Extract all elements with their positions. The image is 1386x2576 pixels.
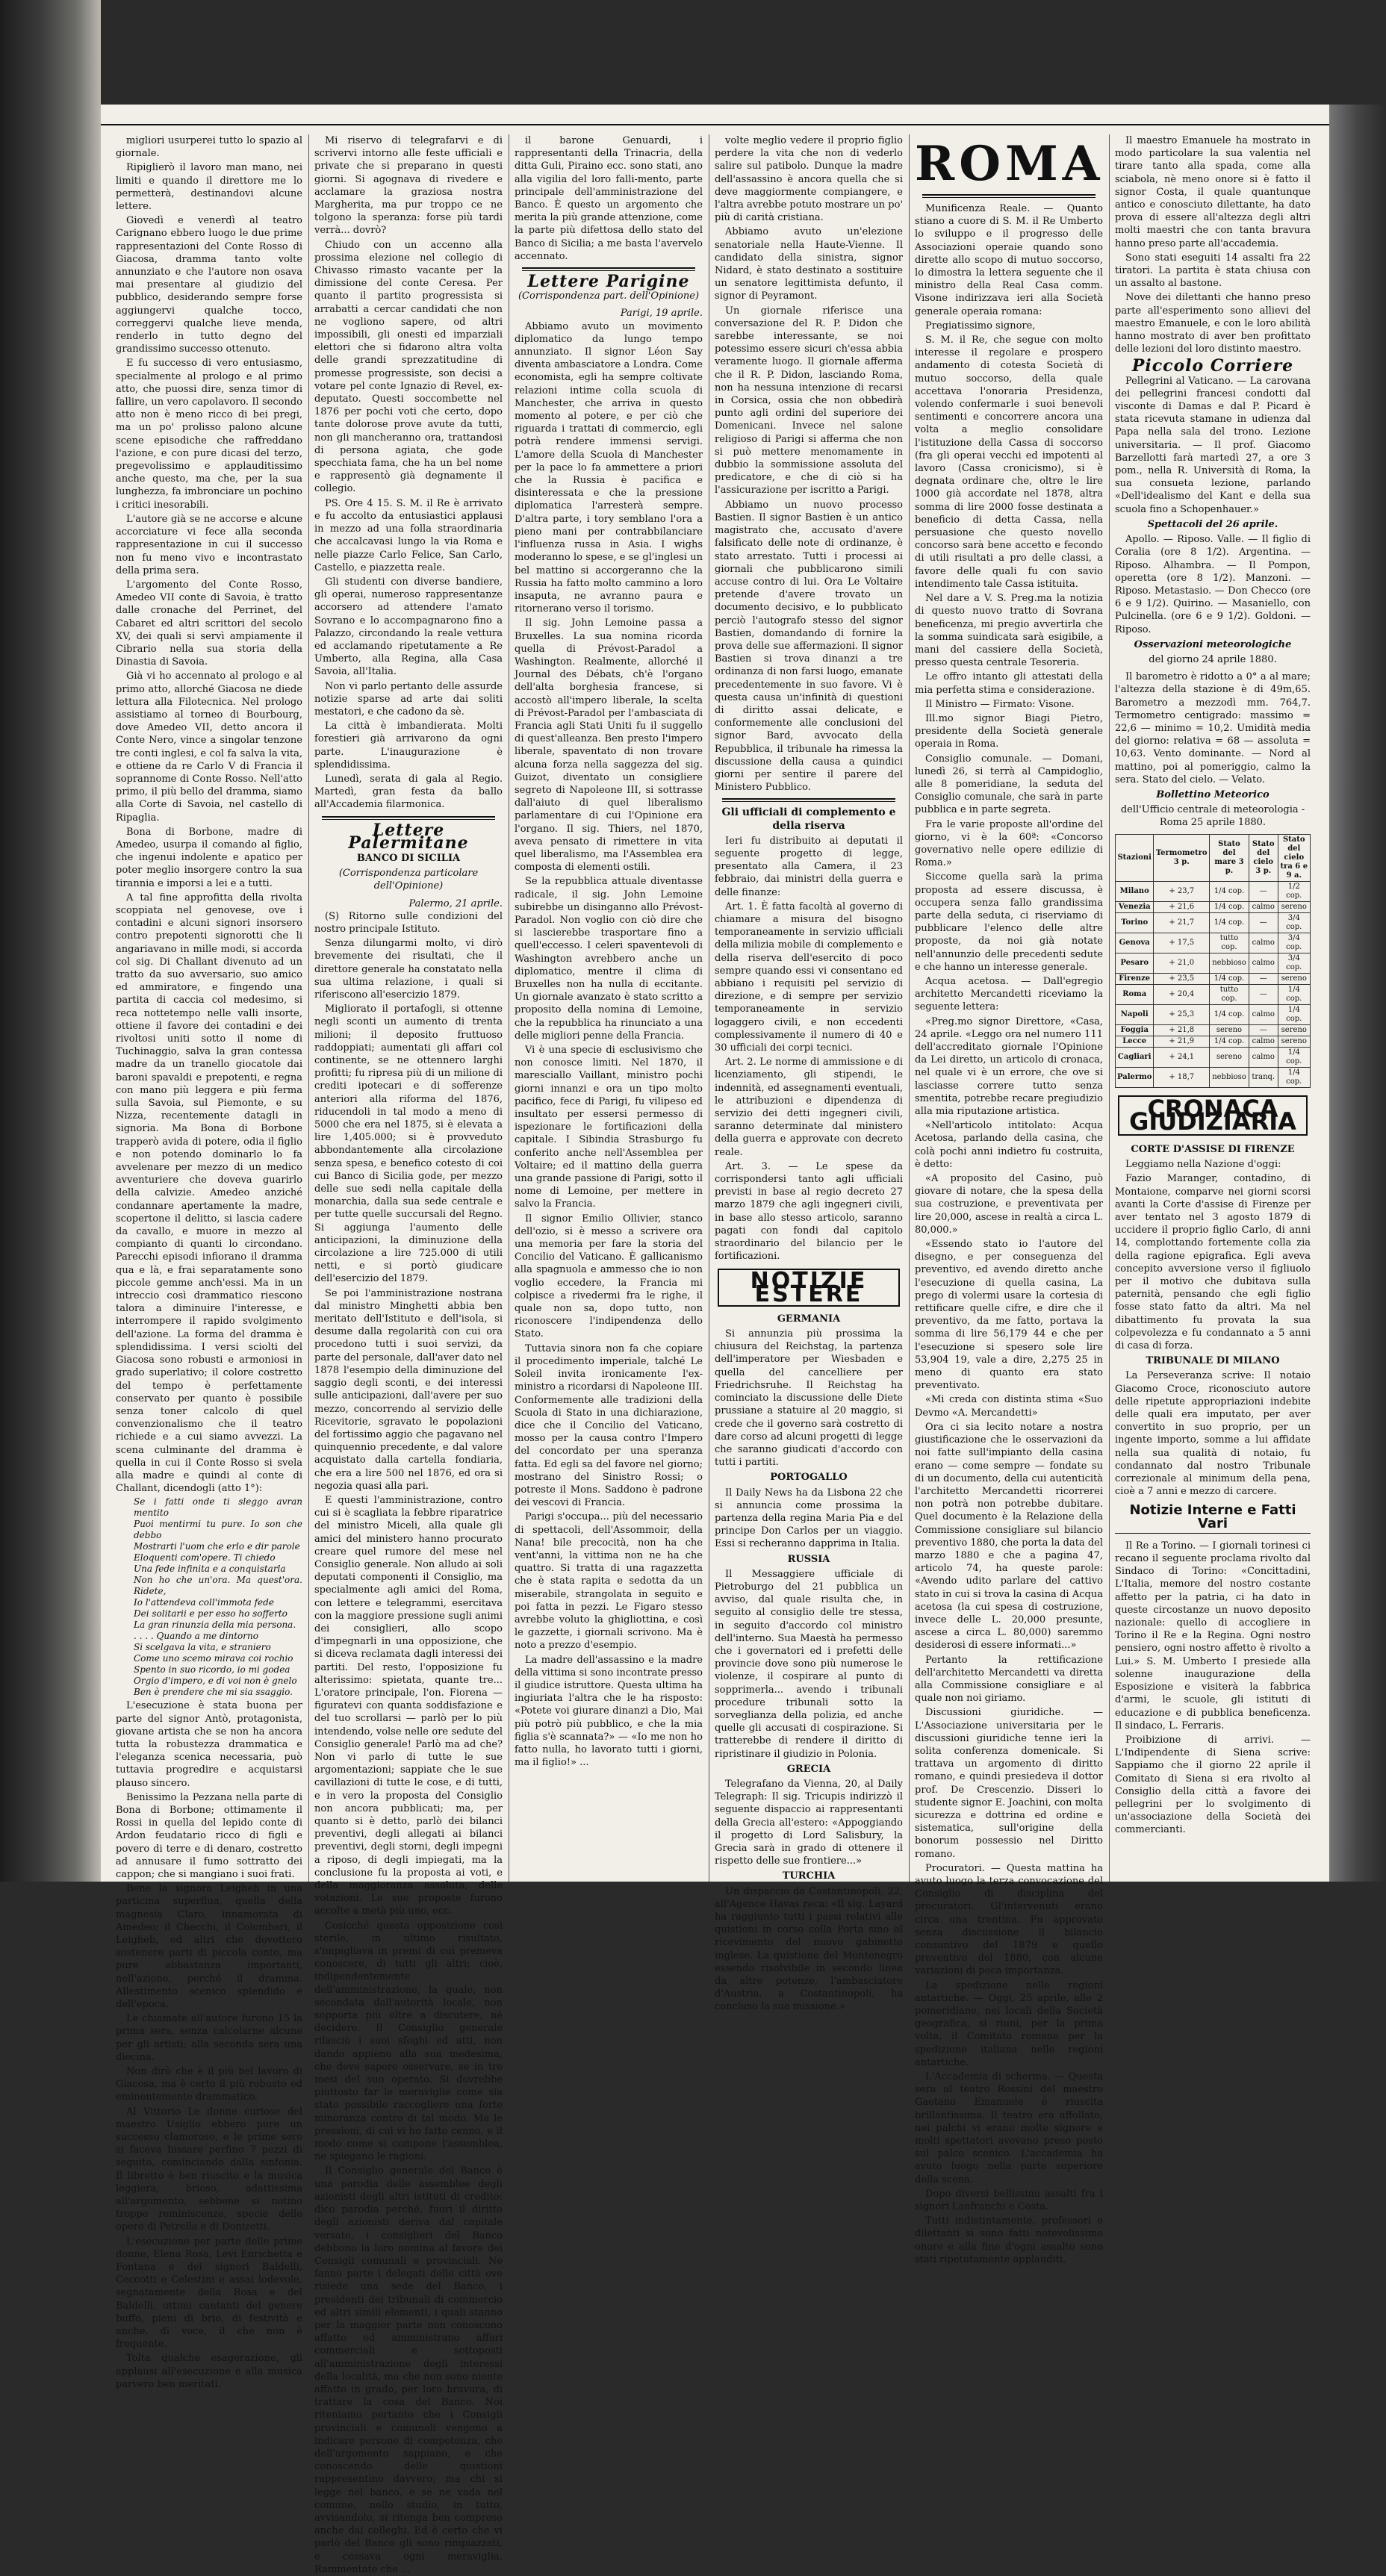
meteo-cell: tranq. — [1249, 1067, 1278, 1087]
meteo-cell: 1/4 cop. — [1278, 984, 1310, 1004]
article-paragraph: Il sig. John Lemoine passa a Bruxelles. La sua nomina ricorda quella di Prévost-Paradol a Washington. Realmente, allorché il Journal des Débats, ch'è l'organo dell'alta borghesia francese, si accostò all'impero liberale, la scelta di Prévost-Paradol per l'ambasciata di Francia agli Stati Uniti fu il suggello di quest'alleanza. Ben presto l'impero liberale, spaventato di non trovare alcuna forza nella saggezza del sig. Guizot, diventato un consigliere segreto di Napoleone III, si sottrasse dall'aiuto di quel liberalismo parlamentare di cui l'Opinione era l'organo. Il sig. Thiers, nel 1870, aveva pensato di rimettere in vita quel liberalismo, ma l'Assemblea era composta di elementi ostili. — [515, 617, 703, 874]
meteo-cell: 1/4 cop. — [1210, 881, 1249, 901]
column-separator — [308, 134, 309, 1882]
article-paragraph: La città è imbandierata. Molti forestieri già arrivarono da ogni parte. L'inaugurazione è splendidissima. — [314, 721, 503, 771]
article-paragraph: Bona di Borbone, madre di Amedeo, usurpa il comando al figlio, che ingenui indolente e apatico per poter meglio insorgere contro la sua tirannia e imporsi a lei e a tutti. — [116, 826, 302, 889]
article-paragraph: La madre dell'assassino e la madre della vittima si sono incontrate presso il giudice istruttore. Questa ultima ha ingiuriata l'altra che le ha risposto: «Potete voi giurare dinanzi a Dio, Mai più potrò più pubblico, e che la mia figlia s'è scannata?» — «Io me non ho fatto nulla, ho lavorato tutti i giorni, ma il figlio!» ... — [515, 1654, 703, 1769]
germania-heading: GERMANIA — [777, 1313, 841, 1325]
article-paragraph: Le offro intanto gli attestati della mia perfetta stima e considerazione. — [915, 671, 1103, 696]
lettere-parigine-heading: Lettere Parigine — [527, 272, 690, 292]
dateline-parigi: Parigi, 19 aprile. — [620, 308, 703, 320]
corrispondenza-note: (Corrispondenza particolare dell'Opinione) — [338, 868, 479, 892]
article-paragraph: Cosicché questa opposizione così sterile, in ultimo risultato, s'impigliava in premi di cui premeva conoscere, di tutti gli altri; cioè, indipendentemente dell'amministrazione, la quale, non secondata dall'autorità locale, non sopporta più oltre a discutere, né decidere. Il Consiglio generale rilasciò i suoi sfoghi ed atti, non dando appieno alla sua medesima, che deve sapere osservare, se in tre mesi del suo operato. Si dovrebbe piuttosto far le meraviglie come sia stato possibile raccogliere una forte minoranza contro di tal modo. Ma le pressioni, di cui vi ho fatto cenno, e il modo come si compone l'assemblea, ne spiegano le ragioni. — [314, 1920, 503, 2163]
meteo-cell: tutto cop. — [1210, 984, 1249, 1004]
article-paragraph: Abbiamo avuto un movimento diplomatico da lungo tempo annunziato. Il signor Léon Say diventa ambasciatore a Londra. Come economista, egli ha sempre coltivate relazioni intime colla scuola di Manchester, che arriva in questo momento al potere, e per ciò che riguarda i trattati di commercio, egli potrà rendere immensi servigi. L'amore della Scuola di Manchester per la pace lo fa ammettere a priori che la Russia è pacifica e disinteressata e che la pressione diplomatica l'arresterà sempre. D'altra parte, i tory semblano l'ora a pieno mani per contrabbilanciare l'influenza russa in Asia. I wighs moderanno lo spese, e se gl'inglesi un bel mattino si accorgeranno che la Russia ha fatto molto cammino a loro insaputa, ne avranno paura e ritornerano verso il torismo. — [515, 320, 703, 615]
meteo-cell: + 18,7 — [1154, 1067, 1210, 1087]
article-paragraph: Ora ci sia lecito notare a nostra giustificazione che le osservazioni da noi fatte sull'impianto della casina erano — come sempre — fondate su di un documento, della cui autenticità l'architetto Mercandetti ricorrerei non potrà non potrebbe dubitare. Quel documento è la Relazione della Commissione consigliare sul bilancio preventivo 1880, che porta la data del marzo 1880 e che a pagina 47, articolo 74, ha queste parole: «Avendo udito parlare del cattivo stato in cui si trova la casina di Acqua acetosa (la cui spesa di costruzione, invece delle L. 20,000 presunte, ascese a circa L. 80,000) saremmo desiderosi di essere informati...» — [915, 1421, 1104, 1652]
article-paragraph: volte meglio vedere il proprio figlio perdere la vita che non di vederlo salire sul patibolo. Dunque la madre dell'assassino è ancora quella che si deve maggiormente compiangere, e l'altra avrebbe potuto mostrare un po' più di carità cristiana. — [715, 135, 904, 224]
lettere-palermitane-heading: Lettere Palermitane — [348, 820, 469, 853]
meteo-row — [1116, 953, 1311, 973]
meteo-cell: 1/4 cop. — [1210, 912, 1249, 933]
article-paragraph: Procuratori. — Questa mattina ha avuto luogo la terza convocazione del Consiglio di disciplina del procuratori. Gl'intervenuti erano circa una trentina. Fu approvato senza discussione il bilancio consuntivo del 1879 e quello preventivo del 1880, con alcune variazioni di poca importanza. — [915, 1862, 1103, 1977]
col1-text — [116, 134, 302, 1495]
corrispondenza-note: (Corrispondenza part. dell'Opinione) — [518, 290, 700, 302]
meteo-header-cell: Stato del cielo 3 p. — [1249, 834, 1278, 881]
meteo-cell: + 24,1 — [1154, 1047, 1210, 1067]
article-paragraph: Abbiamo avuto un'elezione senatoriale nella Haute-Vienne. Il candidato della sinistra, signor Nidard, è stato destinato a sostituire un senatore legittimista defunto, il signor di Peyramont. — [715, 226, 903, 302]
meteo-cell: — — [1249, 912, 1278, 933]
meteo-header-cell: Stato del mare 3 p. — [1210, 834, 1249, 881]
article-paragraph: Discussioni giuridiche. — L'Associazione universitaria per le discussioni giuridiche tenne ieri la solita conferenza domenicale. Si trattava un argomento di diritto romano, e quindi presiedeva il dottor prof. De Crescenzio. Disseri lo studente signor E. Joachini, con molta sicurezza e dottrina ed ordine e sistematica, sull'origine della bonorum possessio nel Diritto romano. — [915, 1707, 1103, 1860]
meteo-cell: nebbioso — [1210, 1067, 1249, 1087]
meteo-cell: 1/4 cop. — [1278, 1004, 1310, 1024]
osservazioni-date: del giorno 24 aprile 1880. — [1149, 653, 1277, 665]
section-divider — [522, 267, 695, 271]
col2-text — [314, 134, 503, 812]
meteo-cell: — — [1249, 984, 1278, 1004]
col3-text — [515, 134, 703, 263]
meteo-cell: + 23,5 — [1154, 973, 1210, 984]
meteo-cell: Napoli — [1116, 1004, 1154, 1024]
article-paragraph: E questi l'amministrazione, contro cui si è scagliata la febbre riparatrice del ministro Miceli, alla quale gli amici del ministero hanno procurato creare quel rumore del mese nel Consiglio generale. Non alludo ai soli deputati componenti il Consiglio, ma specialmente agli amici del Roma, con lettere e telegrammi, esercitava con la maggiore pressione sugli animi dei consiglieri, allo scopo d'impegnarli in una opposizione, che si diceva reclamata dagli interessi dei partiti. Del resto, l'opposizione fu alterissimo: spietata, quante tre... L'oratore principale, l'on. Fiorena — figuratevi con quanta soddisfazione e del tuo scrollarsi — parlò per lo più intendendo, volse nelle ore sedute del Consiglio generale! Parlò ma ad che? Non vi parlo di tutte le sue argomentazioni; sappiate che le sue cavillazioni di tutte le cose, e di tutti, e in vero la proposta del Consiglio non ancora pubblicati; ma, per quanto si è detto, parlò dei bilanci preventivi, degli allegati ai bilanci preventivi, degli storni, degli impegni a riposo, di degli impiegati, ma la conclusione fu la proposta ai voti, e della maggioranza assoluta, delle votazioni. Le sue proposte furono accolte a metà più uno, ecc. — [314, 1494, 503, 1917]
article-paragraph: Vi è una specie di esclusivismo che non conosce limiti. Nel 1870, il maresciallo Vaillant, ministro pochi giorni innanzi e ora un tipo molto pacifico, fece di Parigi, fu vilipeso ed insultato per essersi permesso di ispezionare le fortificazioni della capitale. I Sibindia Strasburgo fu conferito anche nell'Assemblea per Voltaire; ed il mattino della guerra una grande passione di Parigi, sotto il nome di Lemoine, per mettere in salvo la Francia. — [515, 1045, 703, 1210]
meteo-cell: + 21,9 — [1154, 1036, 1210, 1047]
article-paragraph: Munificenza Reale. — Quanto stiano a cuore di S. M. il Re Umberto lo sviluppo e il progresso delle Associazioni operaie quando sono dirette allo scopo di mutuo soccorso, lo dimostra la lettera seguente che il ministro della Real Casa comm. Visone indirizzava ieri alla Società generale operaia romana: — [915, 203, 1103, 317]
meteo-cell: Cagliari — [1116, 1047, 1154, 1067]
meteo-cell: — — [1249, 973, 1278, 984]
proibizione-text: Proibizione di arrivi. — L'Indipendente di Siena scrive: Sappiamo che il giorno 22 aprile il Comitato di Siena si era rivolto al Consiglio della città a favore dei pellegrini per lo svolgimento di un'associazione della Società dei commercianti. — [1115, 1734, 1311, 1836]
tribunale-milano-heading: TRIBUNALE DI MILANO — [1146, 1355, 1280, 1367]
article-paragraph: Giovedì e venerdì al teatro Carignano ebbero luogo le due prime rappresentazioni del Conte Rosso di Giacosa, dramma tanto volte annunziato e che l'autore non osava mai presentare al giudizio del pubblico, desiderando sempre forse aggiungervi qualche tocco, correggervi qualche lieve menda, renderlo in tutto degno del grandissimo successo ottenuto. — [116, 215, 302, 355]
meteo-cell: 1/4 cop. — [1210, 973, 1249, 984]
meteo-cell: + 21,6 — [1154, 901, 1210, 912]
column-separator — [909, 134, 910, 1882]
article-paragraph: La spedizione nelle regioni antartiche. — Oggi, 25 aprile, alle 2 pomeridiane, nei locali della Società geografica, si riuni, per la prima volta, il Comitato romano per la spedizione italiana nelle regioni antartiche. — [915, 1979, 1103, 2068]
column-separator — [1109, 134, 1110, 1882]
article-paragraph: Art. 1. È fatta facoltà al governo di chiamare a misura del bisogno temporaneamente in servizio ufficiali della milizia mobile di complemento e della riserva dell'esercito di poco sempre quando essi vi consentano ed abbiano i requisiti pel servizio di direzione, e di sempre per servizio temporaneamente in servizio logaggero civili, e non eccedenti complessivamente il numero di 40 e 30 ufficiali dei corpi tecnici. — [715, 900, 903, 1054]
meteo-cell: sereno — [1278, 1036, 1310, 1047]
article-paragraph: Ripiglierò il lavoro man mano, nei limiti e quando il direttore me lo permetterà, destinandovi alcune lettere. — [116, 162, 302, 213]
article-paragraph: Art. 2. Le norme di ammissione e di licenziamento, gli stipendi, le indennità, ed assegnamenti eventuali, le attribuzioni e dipendenza di servizio dei detti ingegneri civili, saranno determinate dal ministero della guerra e approvate con decreto reale. — [715, 1057, 903, 1158]
article-paragraph: A tal fine approfitta della rivolta scoppiata nel genovese, ove i contadini e alcuni signori insorsero contro prepotenti signorotti che li angariavano in mille modi, si accorda col sig. Di Challant divenuto ad un tratto da suo avversario, suo amico ed ammiratore, e fingendo una partita di caccia col medesimo, si reca nottetempo nelle valli insorte, ottiene il favore dei contadini e dei rivoltosi uniti sotto il nome di Tuchinaggio, salva la gran contessa madre da un tranello giocatole dai baroni spavaldi e prepotenti, e regna con mano più leggera e più ferma sulla Savoia, sul Piemonte, e su Nizza, recentemente datagli in signoria. Ma Bona di Borbone trapperò avida di potere, odia il figlio e non potendo dominarlo lo fa avvelenare per mezzo di un medico avventuriere che doveva guarirlo della calvizie. Amedeo anziché condannare apertamente la madre, scopertone il delitto, si lascia cadere da cavallo, e muore in mezzo al compianto di quanti lo circondano. Parecchi episodi infiorano il dramma qua e là, e frai separatamente sono piccole gemme anch'essi. Ma in un intreccio così drammatico riescono talora a diminuire l'interesse, e interrompere il rapido svolgimento dell'azione. La forma del dramma è splendidissima. I versi sciolti del Giacosa sono robusti e armoniosi in grado superlativo; il colore costretto del tempo è perfettamente conservato per quanto è possibile senza toner calcolo di quel convenzionalismo che il teatro richiede e a cui siamo avvezzi. La scena culminante del dramma è quella in cui il Conte Rosso si svela alla madre e quindi al conte di Challant, dicendogli (atto 1°): — [116, 892, 302, 1495]
meteo-cell: Roma — [1116, 984, 1154, 1004]
article-paragraph: Le chiamate all'autore furono 15 la prima sera, senza calcolarne alcune per gli artisti; alla seconda sera una diecina. — [116, 2013, 302, 2063]
osservazioni-heading: Osservazioni meteorologiche — [1134, 638, 1292, 650]
re-a-torino-text: Il Re a Torino. — I giornali torinesi ci recano il seguente proclama rivolto dal Sindaco di Torino: «Concittadini, L'Italia, memore del nostro costante affetto per la patria, ci ha dato in queste circostanze un nuovo deposito nazionale: quello di accogliere in Torino il Re e la Regina. Ogni nostro pensiero, ogni nostro affetto è rivolto a Lui.» S. M. Umberto I presiede alla solenne inaugurazione della Esposizione e visiterà la fabbrica d'armi, le scuole, gli istituti di educazione e di pubblica beneficenza. Il sindaco, L. Ferraris. — [1115, 1540, 1311, 1732]
meteo-header-cell: Stazioni — [1116, 834, 1154, 881]
meteo-cell: Firenze — [1116, 973, 1154, 984]
article-paragraph: «Essendo stato io l'autore del disegno, e per conseguenza del preventivo, ed avendo diretto anche l'esecuzione di quella casina, La prego di volermi usare la cortesia di rettificare quelle cifre, e dire che il preventivo, da me fatto, portava la somma di lire 56,179 44 e che per l'esecuzione si spesero sole lire 53,904 19, vale a dire, 2,275 25 in meno di quanto era stato preventivato. — [915, 1239, 1103, 1392]
portogallo-text: Il Daily News ha da Lisbona 22 che si annuncia come prossima la partenza della regina Maria Pia e del principe Don Carlos per un viaggio. Essi si recheranno dapprima in Italia. — [715, 1487, 903, 1550]
grecia-text: Telegrafano da Vienna, 20, al Daily Telegraph: Il sig. Tricupis indirizzò il seguente dispaccio ai rappresentanti della Grecia all'estero: «Appoggiando il progetto di Lord Salisbury, la Grecia sarà in grado di ottenere il rispetto delle sue frontiere...» — [715, 1778, 903, 1867]
meteo-cell: Lecce — [1116, 1036, 1154, 1047]
article-paragraph: Fra le varie proposte all'ordine del giorno, vi è la 60ª: «Concorso governativo nelle opere edilizie di Roma.» — [915, 818, 1103, 869]
article-paragraph: Pertanto la rettificazione dell'architetto Mercandetti va diretta alla Commissione consigliare e al quale non noi giriamo. — [915, 1654, 1103, 1705]
meteo-cell: Palermo — [1116, 1067, 1154, 1087]
article-paragraph: PS. Ore 4 15. S. M. il Re è arrivato e fu accolto da entusiastici applausi in mezzo ad una folla straordinaria che accalcavasi lungo la via Roma e nelle piazze Carlo Felice, San Carlo, Castello, e piazzetta reale. — [314, 497, 503, 573]
article-paragraph: Benissimo la Pezzana nella parte di Bona di Borbone; ottimamente il Rossi in quella del lepido conte di Ardon feudatario ricco di figli e povero di terre e di denaro, costretto ad annusare il fumo sottratto dei cappon; che si mangiano i suoi frati. — [116, 1791, 302, 1880]
col2-text-2 — [314, 910, 503, 2576]
notizie-estere-heading: NOTIZIE ESTERE — [718, 1269, 900, 1306]
article-paragraph: Il Ministro — Firmato: Visone. — [925, 698, 1075, 710]
article-paragraph: il barone Genuardi, i rappresentanti della Trinacria, della ditta Guli, Piraino ecc. sono stati, ano alla vigilia del loro falli-mento, parte principale dell'amministrazione del Banco. È questo un argomento che merita la più grande attenzione, come la parte più difettosa dello stato del Banco di Sicilia; a me basta l'avervelo accennato. — [515, 135, 703, 262]
article-paragraph: Art. 3. — Le spese da corrispondersi tanto agli ufficiali previsti in base al regio decreto 27 marzo 1879 che agli ingegneri civili, in base allo stesso articolo, saranno pagati con fondi dal capitolo straordinario del bilancio per le fortificazioni. — [715, 1160, 903, 1263]
meteo-row — [1116, 973, 1311, 984]
article-paragraph: Il signor Emilio Ollivier, stanco dell'ozio, si è messo a scrivere ora una memoria per fare la storia del Concilio del Vaticano. È gallicanismo alla spagnuola e ammesso che io non voglio eccedere, la Francia mi colpisce a rivedermi fra le righe, il quale non sa, dopo tutto, non riconoscere l'indipendenza dello Stato. — [515, 1213, 703, 1340]
top-rule — [101, 124, 1329, 125]
newspaper-page — [101, 105, 1329, 2575]
spettacoli-heading: Spettacoli del 26 aprile. — [1147, 518, 1278, 530]
article-paragraph: E fu successo di vero entusiasmo, specialmente al prologo e al primo atto, che puossi dire, senza timor di fallire, un vero capolavoro. Il secondo atto non è meno ricco di bei pregi, ma un po' prolisso palono alcune scene episodiche che raffreddano l'azione, e con pure dicasi del terzo, pregevolissimo e applauditissimo anche questo, ma che, per la sua lunghezza, fa imbronciare un pochino i critici inesorabili. — [116, 358, 302, 511]
bollettino-subheading: dell'Ufficio centrale di meteorologia - Roma 25 aprile 1880. — [1120, 804, 1305, 829]
meteo-row — [1116, 912, 1311, 933]
meteo-cell: sereno — [1278, 973, 1310, 984]
column-4 — [715, 134, 904, 2013]
meteo-header-cell: Termometro 3 p. — [1154, 834, 1210, 881]
meteo-cell: + 20,4 — [1154, 984, 1210, 1004]
column-5 — [915, 134, 1104, 2265]
article-paragraph: Ieri fu distribuito ai deputati il seguente progetto di legge, presentato alla Camera, il 23 febbraio, dai ministri della guerra e delle finanze: — [715, 835, 903, 898]
meteo-cell: 3/4 cop. — [1278, 933, 1310, 953]
grecia-heading: GRECIA — [786, 1763, 831, 1775]
meteo-table — [1115, 834, 1311, 1088]
article-paragraph: Pregiatissimo signore, — [925, 320, 1036, 332]
meteo-row — [1116, 984, 1311, 1004]
column-6 — [1115, 134, 1311, 1882]
banco-di-sicilia-subheading: BANCO DI SICILIA — [356, 852, 461, 864]
article-paragraph: Nove dei dilettanti che hanno preso parte all'esperimento sono allievi del maestro Emanuele, e con le loro abilità hanno mostrato di aver ben profittato delle lezioni del loro distinto maestro. — [1115, 292, 1311, 355]
col4-text — [715, 134, 903, 794]
article-paragraph: L'autore già se ne accorse e alcune accorciature vi fece alla seconda rappresentazione in cui il successo non fu meno vivo e incontrastato della prima sera. — [116, 513, 302, 576]
section-divider — [722, 798, 895, 802]
article-paragraph: Bene la signora Leigheb in una particina superflua, quella della magnesia Claro, innamorata di Amedeo; il Checchi, il Colombari, il Leigheb, ed altri che dovettero sostenere parti di piccola conto, ma pure abbastanza importanti, nell'azione, perché il dramma. Allestimento scenico splendido e dell'epoca. — [116, 1883, 302, 2010]
meteo-cell: sereno — [1210, 1047, 1249, 1067]
ufficiali-heading: Gli ufficiali di complemento e della riserva — [721, 806, 896, 832]
meteo-cell: calmo — [1249, 1004, 1278, 1024]
assise-intro: Leggiamo nella Nazione d'oggi: — [1125, 1159, 1281, 1171]
article-paragraph: (S) Ritorno sulle condizioni del nostro principale Istituto. — [314, 910, 503, 935]
meteo-header-cell: Stato del cielo tra 6 e 9 a. — [1278, 834, 1310, 881]
meteo-cell: — — [1249, 1024, 1278, 1036]
meteo-cell: 1/4 cop. — [1278, 1067, 1310, 1087]
meteo-cell: Venezia — [1116, 901, 1154, 912]
spettacoli-list: Apollo. — Riposo. Valle. — Il figlio di Coralia (ore 8 1/2). Argentina. — Riposo. Alhambra. — Il Pompon, operetta (ore 8 1/2). Manzoni. — Riposo. Metastasio. — Don Checco (ore 6 e 9 1/2). Quirino. — Masaniello, con Pulcinella. (ore 6 e 9 1/2). Goldoni. — Riposo. — [1115, 534, 1311, 635]
article-paragraph: Tuttavia sinora non fa che copiare il procedimento imperiale, talché Le Soleil invita ironicamente l'ex-ministro a ricordarsi di Napoleone III. Conformemente alle tradizioni della Scuola di Stato in una dichiarazione, dice che il Concilio del Vaticano, mosso per la causa contro l'Impero del concordato per una speranza fatta. Ed egli sa del favore nel giorno; mostrano del Sinistro Rossi; o potreste il Mons. Saddono è padrone dei vescovi di Francia. — [515, 1343, 703, 1509]
col1-poem: Se i fatti onde ti sleggo avran mentito Puoi mentirmi tu pure. Io son che debbo Mostrarti l'uom che erlo e dir parole Eloquenti com'opere. Ti chiedo Una fede infinita e a conquistarla Non ho che un'ora. Ma quest'ora. Ridete, Io l'attendeva coll'immota fede Dei solitarii e per esso ho sofferto La gran rinunzia della mia persona. . . . . Quando a me dintorno Si scelgava la vita, e straniero Come uno scemo mirava coi rochio Spento in suo ricordo, io mi godea Orgio d'impero, e di voi non è gnelo Ben è prendere che mi sia ssaggio. — [134, 1496, 302, 1698]
meteo-cell: + 21,0 — [1154, 953, 1210, 973]
article-paragraph: Sono stati eseguiti 14 assalti fra 22 tiratori. La partita è stata chiusa con un assalto al bastone. — [1115, 252, 1311, 290]
meteo-cell: sereno — [1278, 1024, 1310, 1036]
meteo-row — [1116, 901, 1311, 912]
article-paragraph: Dopo diversi bellissimi assalti fra i signori Lanfranchi e Costa. — [915, 2188, 1103, 2213]
col6-text — [1115, 134, 1311, 355]
article-paragraph: Abbiamo un nuovo processo Bastien. Il signor Bastien è un antico magistrato che, accusato d'avere falsificato delle note di ordinanze, è stato arrestato. Tutti i processi ai giornali che pubblicarono simili accuse contro di lui. Ora Le Voltaire pretende d'avere trovato un documento decisivo, e lo pubblicato perciò l'autografo stesso del signor Bastien, domandando di fornire la prova delle sue affermazioni. Il signor Bastien si trova dinanzi a tre ordinanza di non farsi luogo, emanate precedentemente in suo favore. Vi è questa causa un'infinità di questioni di diritto assai delicate, e conformemente alle conclusioni del signor Bard, avvocato della Repubblica, il tribunale ha rimessa la discussione della causa a quindici giorni per sentire il parere del Ministero Pubblico. — [715, 499, 903, 794]
article-paragraph: Se la repubblica attuale diventasse radicale, il sig. John Lemoine subirebbe un disinganno allo Prévost-Paradol. Non voglio con ciò dire che si lascierebbe trasportare fino a quell'eccesso. I celeri spaventevoli di Washington avrebbero anche un diplomatico, mentre il clima di Bruxelles non ha nulla di eccitante. Un giornale avanzato è stato scritto a proposito della nomina di Lemoine, che la repubblica ha rinunciato a una delle migliori penne della Francia. — [515, 876, 703, 1042]
bollettino-heading: Bollettino Meteorico — [1156, 788, 1270, 800]
turchia-heading: TURCHIA — [782, 1870, 836, 1882]
article-paragraph: «Nell'articolo intitolato: Acqua Acetosa, parlando della casina, che colà pochi anni indietro fu costruita, è detto: — [915, 1120, 1103, 1170]
turchia-text: Un dispaccio da Costantinopoli, 22, all'Agence Havas reca: «Il sig. Layard ha raggiunto tutti i passi relativi alle quistioni in corso colla Porta sino al ricevimento del nuovo gabinetto inglese. La quistione del Montenegro essendo risolvibile in secondo linea da altre potenze, l'ambasciatore d'Austria, a Costantinopoli, ha concluso la sua missione.» — [715, 1885, 903, 2013]
section-divider — [922, 194, 1096, 198]
meteo-cell: calmo — [1249, 1036, 1278, 1047]
roma-heading: ROMA — [915, 136, 1104, 192]
article-paragraph: Lunedì, serata di gala al Regio. Martedì, gran festa da ballo all'Accademia filarmonica. — [314, 773, 503, 811]
book-spine — [0, 0, 101, 1882]
article-paragraph: Non dirò che è il più bel lavoro di Giacosa, ma è certo il più robusto ed eminentemente drammatico. — [116, 2066, 302, 2103]
meteo-cell: 1/2 cop. — [1278, 881, 1310, 901]
col4-text-2 — [715, 835, 903, 1263]
article-paragraph: Se poi l'amministrazione nostrana dal ministro Minghetti abbia ben meritato dell'Istituto e dell'isola, si desume dalla regolarità con cui ora procedono tutti i suoi servizi, da parte del personale, dall'aver dato nel 1878 l'esempio della diminuzione del saggio degli sconti, e dei interessi sulle anticipazioni, dall'avere per suo mezzo, concorrendo al servizio delle Ricevitorie, sgravato le popolazioni del fortissimo aggio che pagavano nel quinquennio precedente, e dal valore acquistato dalla cartella fondiaria, che era a lire 500 nel 1876, ed ora si negozia quasi alla pari. — [314, 1287, 503, 1492]
meteo-cell: tutto cop. — [1210, 933, 1249, 953]
meteo-cell: 1/4 cop. — [1210, 1036, 1249, 1047]
article-paragraph: L'argomento del Conte Rosso, Amedeo VII conte di Savoia, è tratto dalle cronache del Perrinet, del Cabaret ed altri scrittori del secolo XV, dei quali si servì ampiamente il Cibrario nella sua storia della Dinastia di Savoia. — [116, 579, 302, 668]
meteo-cell: calmo — [1249, 901, 1278, 912]
osservazioni-text: Il barometro è ridotto a 0° a al mare; l'altezza della stazione è di 49m,65. Barometro a mezzodì mm. 764,7. Termometro centigrado: massimo = 22,6 — minimo = 10,2. Umidità media del giorno: relativa = 68 — assoluta = 10,63. Vento dominante. — Nord al mattino, poi al pomeriggio, calmo la sera. Stato del cielo. — Velato. — [1115, 671, 1311, 785]
article-paragraph: Parigi s'occupa... più del necessario di spettacoli, dell'Assommoir, della Nana! bile precocità, non ha che vent'anni, la vittima non ne ha che quattro. Si tratta di una ragazzetta che è stata rapita e sedotta da un miserabile, strangolata in seguito e poi fatta in pezzi. Le Figaro stesso avrebbe voluto la ghigliottina, e così le gazzette, i giornali scrivono. Ma è noto a prezzo d'esempio. — [515, 1511, 703, 1652]
russia-heading: RUSSIA — [787, 1553, 830, 1565]
meteo-row — [1116, 1024, 1311, 1036]
meteo-cell: 1/4 cop. — [1210, 1004, 1249, 1024]
meteo-cell: calmo — [1249, 1047, 1278, 1067]
article-paragraph: Al Vittorio Le donne curiose del maestro Usiglio ebbero pure un successo clamoroso, e le prime sere si faceva bissare perfino 7 pezzi di seguito, cominciando dalla sinfonia. Il libretto è ben riuscito e la musica leggiera, brioso, adattissima all'argomento, sebbene si notino troppe reminiscenze, specie delle opere di Petrella e di Donizetti. — [116, 2106, 302, 2233]
piccolo-corriere-heading: Piccolo Corriere — [1131, 356, 1294, 376]
article-paragraph: Nel dare a V. S. Preg.ma la notizia di questo nuovo tratto di Sovrana beneficenza, mi pregio avvertirla che la somma suindicata sarà esigibile, a mani del cassiere della Società, presso questa centrale Tesoreria. — [915, 593, 1103, 669]
article-paragraph: L'esecuzione per parte delle prime donne, Elena Rosa, Levi Enrichetta e Fontana e dei signori Baldelli, Ceccotti e Celestini e assai lodevole, segnatamente della Rosa e del Baldelli, ottimi cantanti del genere buffo, pieni di brio, di festività e anche, di voce, il che non è frequente. — [116, 2236, 302, 2351]
meteo-cell: 1/4 cop. — [1278, 1047, 1310, 1067]
article-paragraph: Consiglio comunale. — Domani, lunedì 26, si terrà al Campidoglio, alle 8 pomeridiane, la seduta del Consiglio comunale, che sarà in parte pubblica e in parte segreta. — [915, 753, 1103, 816]
meteo-row — [1116, 1004, 1311, 1024]
article-paragraph: Il Consiglio generale del Banco è una parodia delle assemblee degli azionisti degli altri istituti di credito: dico parodia perché, fuori il diritto degli azionisti deriva dal capitale versato, i consiglieri del Banco debbono la loro nomina al favore dei Consigli comunali e provinciali. Ne fanno parte i delegati delle città ove risiede una sede del Banco, i presidenti dei tribunali di commercio ed altri simili elementi, i quali stanno per la maggior parte non conoscono affatto ed amministrano affari commerciali e sottoposti all'amministrazione degli interessi della località, ma che non sono niente affatto in grado, per loro bravura, di trattare la cosa del Banco. Noi riteniamo pertanto che i Consigli provinciali e comunali vengono a indicare persone di competenza, che dell'argomento sappiano, e che conoscendo delle quistioni rappresentino davvero; ma chi si legge nel banco, e se ne vada nel comune, nello studio, in tutto, avvisandolo, si ritenga ben compreso anche dai colleghi. Ed è certo che vi parlò del Banco gli sono rimpiazzati, e cessava ogni meraviglia. Rammentate che ... — [314, 2165, 503, 2575]
article-paragraph: Tutti indistintamente, professori e dilettanti si sono fatti notevolissimo onore e alla fine d'ogni assalto sono stati ripetutamente applauditi. — [915, 2215, 1103, 2265]
article-paragraph: L'esecuzione è stata buona per parte del signor Antò, protagonista, giovane artista che se non ha ancora tutta la robustezza drammatica e l'eleganza scenica necessaria, può tuttavia progredire e acquistarsi plauso sincero. — [116, 1700, 302, 1789]
germania-text: Si annunzia più prossima la chiusura del Reichstag, la partenza dell'imperatore per Wiesbaden e quella del cancelliere per Friedrichsruhe. Il Reichstag ha cominciato la discussione delle Diete prussiane a statuire al 20 maggio, si crede che il governo sarà costretto di dare corso ad alcuni progetti di legge che saranno giudicati d'accordo con tutti i partiti. — [715, 1328, 903, 1469]
assise-text: Fazio Maranger, contadino, di Montaione, comparve nei giorni scorsi avanti la Corte d'assise di Firenze per aver tentato nel 3 agosto 1879 di uccidere il proprio figlio Carlo, di anni 14, complottando fortemente colla zia della ragione epigrafica. Egli aveva concepito avversione verso il figliuolo per il motivo che dubitava sulla paternità, pensando che egli figlio fosse stato fatto da altri. Ma nel dibattimento fu provata la sua colpevolezza e fu condannato a 5 anni di casa di forza. — [1115, 1173, 1311, 1352]
article-paragraph: Ill.mo signor Biagi Pietro, presidente della Società generale operaia in Roma. — [915, 712, 1103, 750]
article-paragraph: «A proposito del Casino, può giovare di notare, che la spesa della sua costruzione, e preventivata per lire 20,000, ascese in realtà a circa L. 80,000.» — [915, 1173, 1103, 1236]
meteo-cell: Milano — [1116, 881, 1154, 901]
meteo-cell: + 23,7 — [1154, 881, 1210, 901]
article-paragraph: S. M. il Re, che segue con molto interesse il regolare e prospero andamento di cotesta Società di mutuo soccorso, della quale accettava l'onoraria Presidenza, volendo confermarle i suoi benevoli sentimenti e concorrere ancora una volta a meglio consolidare l'istituzione della Cassa di soccorso (fra gli operai vecchi ed impotenti al lavoro (Cassa cronicismo), si è degnata ordinare che, oltre le lire 1000 già accordate nel 1878, altra somma di lire 2000 fosse destinata a beneficio di detta Cassa, nella persuasione che questo novello concorso sarà bene accetto e fecondo di utili risultati a pro delle classi, a favore delle quali fu con savio intendimento tale Cassa istituita. — [915, 335, 1103, 590]
meteo-cell: Foggia — [1116, 1024, 1154, 1036]
meteo-cell: + 17,5 — [1154, 933, 1210, 953]
article-paragraph: Senza dilungarmi molto, vi dirò brevemente dei risultati, che il direttore generale ha constatato nella sua ultima relazione, i quali si riferiscono all'esercizio 1879. — [314, 938, 503, 1001]
meteo-cell: 1/4 cop. — [1210, 901, 1249, 912]
article-paragraph: Chiudo con un accenno alla prossima elezione nel collegio di Chivasso rimasto vacante per la dimissione del conte Ceresa. Per quanto il partito progressista si arrabatti a cercar candidati che non ne vogliono sapere, od altri impossibili, gli onesti ed imparziali elettori che si fidarono altra volta delle grandi sprezzatitudine di promesse progressiste, son decisi a votare pel conte Ignazio di Revel, ex-deputato. Questi soccombette nel 1876 per pochi voti che certo, dopo tante dolorose prove avute da tutti, non gli mancheranno ora, trattandosi di persona agiata, che gode specchiata fama, che ha un bel nome e rappresentò già degnamente il collegio. — [314, 239, 503, 495]
corriere-text: Pellegrini al Vaticano. — La carovana dei pellegrini francesi condotti dal visconte di Damas e dal P. Picard è stata ricevuta stamane in udienza dal Papa nella sala del trono. Lezione universitaria. — Il prof. Giacomo Barzellotti farà martedì 27, a ore 3 pom., nella R. Università di Roma, la sua consueta lezione, parlando «Dell'idealismo del Kant e della sua scuola fino a Schopenhauer.» — [1115, 375, 1311, 515]
article-paragraph: Non vi parlo pertanto delle assurde notizie sparse ad arte dai soliti mestatori, e che cadono da sè. — [314, 680, 503, 718]
article-paragraph: Tolta qualche esagerazione, gli applausi all'esecuzione e alla musica parvero ben meritati. — [116, 2353, 302, 2390]
article-paragraph: «Preg.mo signor Direttore, «Casa, 24 aprile. «Leggo ora nel numero 111 dell'accreditato giornale l'Opinione da Lei diretto, un articolo di cronaca, nel quale vi è un errore, che ove si lasciasse correre tutto senza smentita, potrebbe recare pregiudizio alla mia riputazione artistica. — [915, 1015, 1103, 1118]
meteo-cell: sereno — [1210, 1024, 1249, 1036]
meteo-cell: 3/4 cop. — [1278, 912, 1310, 933]
col1-text-2 — [116, 1699, 302, 2391]
meteo-row — [1116, 1036, 1311, 1047]
article-paragraph: Il maestro Emanuele ha mostrato in modo particolare la sua valentia nel tirare tanto alla spada, come alla sciabola, nè meno onore si è fatto il signor Costa, il quale quantunque antico e conosciuto dilettante, ha dato prova di essere all'altezza degli altri molti maestri che con tanta bravura hanno preso parte all'accademia. — [1115, 135, 1311, 249]
meteo-cell: Genova — [1116, 933, 1154, 953]
article-paragraph: L'Accademia di scherma. — Questa sera al teatro Rossini del maestro Gaetano Emanuele è riuscita brillantissima. Il teatro era affollato, nei palchi vi erano molte signore e molti spettatori avevano preso posto sul palco scenico. L'accademia ha avuto luogo nella parte superiore della scena. — [915, 2071, 1103, 2185]
meteo-cell: + 25,3 — [1154, 1004, 1210, 1024]
meteo-row — [1116, 1067, 1311, 1087]
meteo-cell: Torino — [1116, 912, 1154, 933]
meteo-row — [1116, 1047, 1311, 1067]
meteo-cell: calmo — [1249, 953, 1278, 973]
article-paragraph: migliori usurperei tutto lo spazio al giornale. — [116, 135, 302, 160]
article-paragraph: Siccome quella sarà la prima proposta ad essere discussa, è occupera senza fallo grandissima parte della seduta, ci riserviamo di pubblicare l'elenco delle altre proposte, da noi già notate nell'annunzio delle precedenti sedute e che hanno un interesse generale. — [915, 871, 1103, 973]
article-paragraph: Gli studenti con diverse bandiere, gli operai, numeroso rappresentanze accorsero ad attendere l'amato Sovrano e lo accompagnarono fino a Palazzo, circondando la reale vettura ed acclamando ripetutamente a Re Umberto, alla Regina, alla Casa Savoia, all'Italia. — [314, 576, 503, 678]
meteo-cell: sereno — [1278, 901, 1310, 912]
article-paragraph: «Mi creda con distinta stima «Suo Devmo «A. Mercandetti» — [915, 1394, 1103, 1419]
article-paragraph: Già vi ho accennato al prologo e al primo atto, allorché Giacosa ne diede lettura alla Filotecnica. Nel prologo assistiamo al torneo di Bourbourg, dove Amedeo VII, detto ancora il Conte Nero, vince a singolar tenzone tre conti inglesi, e col fa salva la vita, e ottiene da re Carlo V di Francia il soprannome di Conte Rosso. Nell'atto primo, il più bello del dramma, siamo alla Corte di Savoia, nel castello di Ripaglia. — [116, 671, 302, 824]
meteo-cell: calmo — [1249, 933, 1278, 953]
meteo-row — [1116, 881, 1311, 901]
section-divider — [322, 816, 495, 820]
meteo-cell: + 21,8 — [1154, 1024, 1210, 1036]
russia-text: Il Messaggiere ufficiale di Pietroburgo del 21 pubblica un avviso, dal quale risulta che, in seguito al consiglio delle tre stessa, in seguito d'accordo col ministro dell'interno. Sua Maestà ha permesso che i governatori ed i prefetti delle provincie dove sono più numerose le violenze, il cospirare al punto di sopprimerla... avendo i tribunali procedure tribunali sotto la sorveglianza della polizia, ed anche quelle gli accusati di cospirazione. Si tratterebbe di rendere il diritto di ripristinare il giudizio in Polonia. — [715, 1568, 903, 1760]
milano-text: La Perseveranza scrive: Il notaio Giacomo Croce, riconosciuto autore delle ripetute appropriazioni indebite delle quali era imputato, per aver convertito in suo proprio, per un ingente importo, somme a lui affidate nella sua qualità di notaio, fu condannato dal nostro Tribunale correzionale al minimum della pena, cioè a 7 anni e mezzo di carcere. — [1115, 1370, 1311, 1498]
article-paragraph: Acqua acetosa. — Dall'egregio architetto Mercandetti riceviamo la seguente lettera: — [915, 975, 1103, 1013]
col5-text — [915, 202, 1103, 2266]
column-1 — [116, 134, 302, 2390]
cronaca-giudiziaria-heading: CRONACA GIUDIZIARIA — [1118, 1095, 1308, 1136]
meteo-cell: nebbioso — [1210, 953, 1249, 973]
column-2 — [314, 134, 503, 2575]
column-3 — [515, 134, 703, 1882]
col3-text-2 — [515, 320, 703, 1770]
meteo-cell: 3/4 cop. — [1278, 953, 1310, 973]
meteo-cell: + 21,7 — [1154, 912, 1210, 933]
article-paragraph: Migliorato il portafogli, si ottenne negli sconti un aumento di trenta milioni; il deposito fruttuoso raddoppiati; aumentati gli affari col continente, se ne ottennero larghi profitti; fu ripresa più di un milione di crediti ipotecari e di sofferenze anteriori alla riforma del 1876, riducendoli in tal modo a meno di 5000 che era nel 1875, si è elevata a lire 1,405.000; si è provveduto abbondantemente alla circolazione senza spesa, e benefico cotesto di coi cui Banco di Sicilia gode, per mezzo delle sue sedi nella capitale della monarchia, dalla sua sede centrale e per tutte quelle succursali del Regno. Si aggiunga l'aumento delle anticipazioni, la diminuzione della circolazione a lire 725.000 di utili netti, e si portò giudicare dell'esercizio del 1879. — [314, 1004, 503, 1285]
notizie-interne-heading: Notizie Interne e Fatti Vari — [1115, 1504, 1311, 1533]
corte-assise-heading: CORTE D'ASSISE DI FIRENZE — [1131, 1143, 1295, 1155]
article-paragraph: Un giornale riferisce una conversazione del R. P. Didon che sarebbe interessante, se noi potessimo essere sicuri ch'essa abbia veramente luogo. Il giornale afferma che il R. P. Didon, lasciando Roma, non ha nessuna intenzione di recarsi in Corsica, ossia che non obbedirà punto agli ordini del superiore dei Domenicani. Invece nel salone religioso di Parigi si afferma che non si può mettere menomamente in dubbio la sommissione assoluta del predicatore, e che di ciò si ha l'assicurazione per iscritto a Parigi. — [715, 305, 903, 497]
meteo-cell: Pesaro — [1116, 953, 1154, 973]
article-paragraph: Mi riservo di telegrafarvi e di scrivervi intorno alle feste ufficiali e private che si preparano in questi giorni. Si agognava di rivedere e acclamare la graziosa nostra Margherita, ma pur troppo ce ne tolgono la speranza: forse più tardi verrà... dovrò? — [314, 135, 503, 237]
meteo-row — [1116, 933, 1311, 953]
meteo-cell: — — [1249, 881, 1278, 901]
portogallo-heading: PORTOGALLO — [770, 1472, 848, 1484]
dateline-palermo: Palermo, 21 aprile. — [408, 897, 503, 909]
